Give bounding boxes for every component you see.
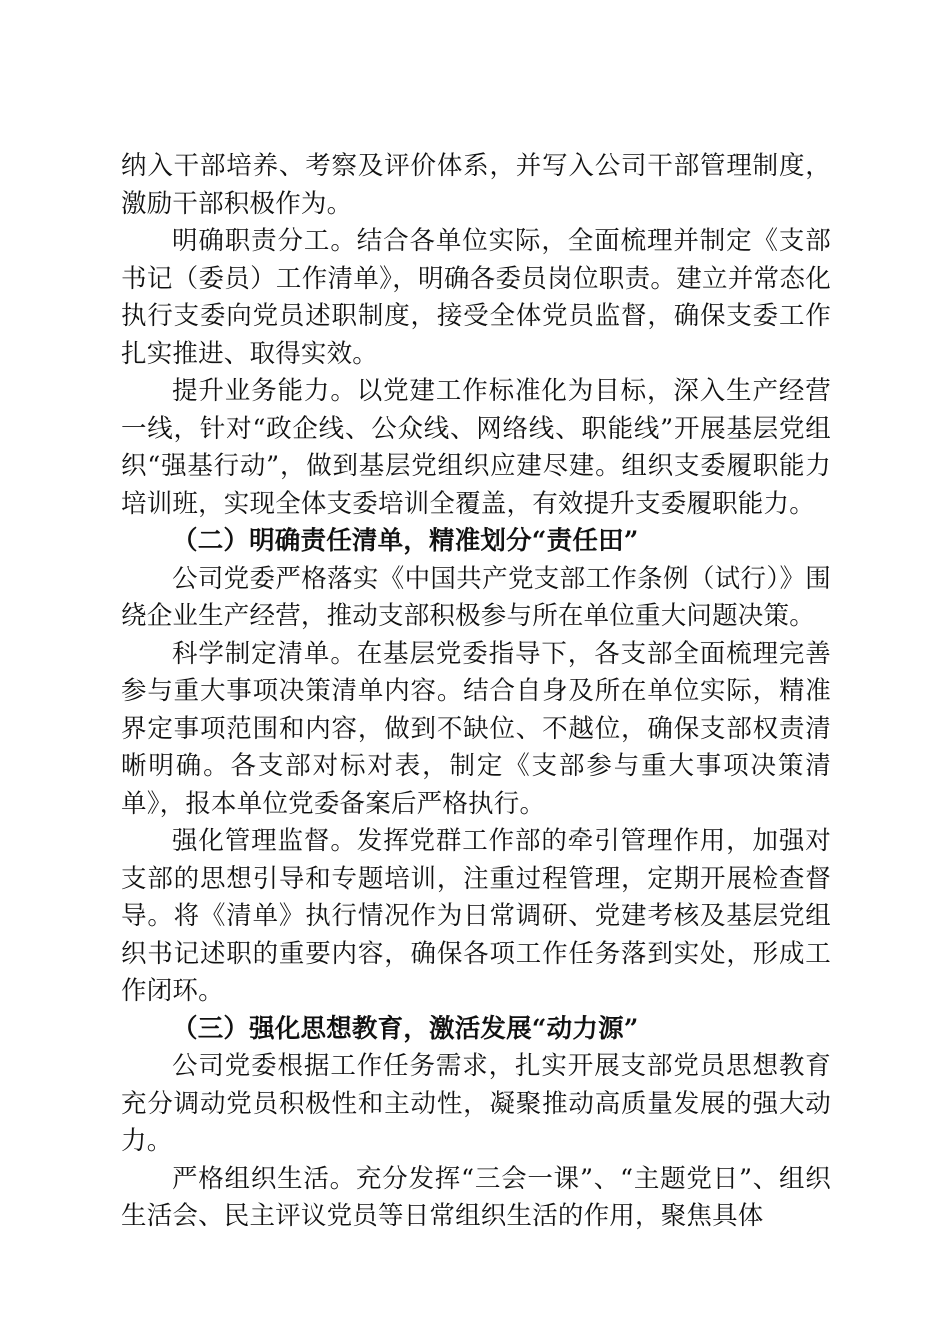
paragraph-continuation: 纳入干部培养、考察及评价体系，并写入公司干部管理制度，激励干部积极作为。 (121, 151, 831, 219)
paragraph-supervision: 强化管理监督。发挥党群工作部的牵引管理作用，加强对支部的思想引导和专题培训，注重过程管理，定期开展检查督导。将《清单》执行情况作为日常调研、党建考核及基层党组织书记述职的重要内容，确保各项工作任务落到实处，形成工作闭环。 (121, 826, 831, 1006)
paragraph-section-2-intro: 公司党委严格落实《中国共产党支部工作条例（试行）》围绕企业生产经营，推动支部积极参与所在单位重大问题决策。 (121, 563, 831, 631)
document-body (121, 148, 831, 1236)
section-heading-2: （二）明确责任清单，精准划分“责任田” (172, 526, 639, 556)
paragraph-business-ability: 提升业务能力。以党建工作标准化为目标，深入生产经营一线，针对“政企线、公众线、网络线、职能线”开展基层党组织“强基行动”，做到基层党组织应建尽建。组织支委履职能力培训班，实现全体支委培训全覆盖，有效提升支委履职能力。 (121, 376, 831, 519)
paragraph-duty-division: 明确职责分工。结合各单位实际，全面梳理并制定《支部书记（委员）工作清单》，明确各委员岗位职责。建立并常态化执行支委向党员述职制度，接受全体党员监督，确保支委工作扎实推进、取得实效。 (121, 226, 831, 369)
section-heading-3: （三）强化思想教育，激活发展“动力源” (172, 1013, 639, 1044)
paragraph-list-formulation: 科学制定清单。在基层党委指导下，各支部全面梳理完善参与重大事项决策清单内容。结合自身及所在单位实际，精准界定事项范围和内容，做到不缺位、不越位，确保支部权责清晰明确。各支部对标对表，制定《支部参与重大事项决策清单》，报本单位党委备案后严格执行。 (121, 638, 831, 819)
paragraph-organization-life: 严格组织生活。充分发挥“三会一课”、“主题党日”、组织生活会、民主评议党员等日常组织生活的作用，聚焦具体 (121, 1163, 831, 1231)
paragraph-section-3-intro: 公司党委根据工作任务需求，扎实开展支部党员思想教育充分调动党员积极性和主动性，凝聚推动高质量发展的强大动力。 (121, 1051, 831, 1156)
